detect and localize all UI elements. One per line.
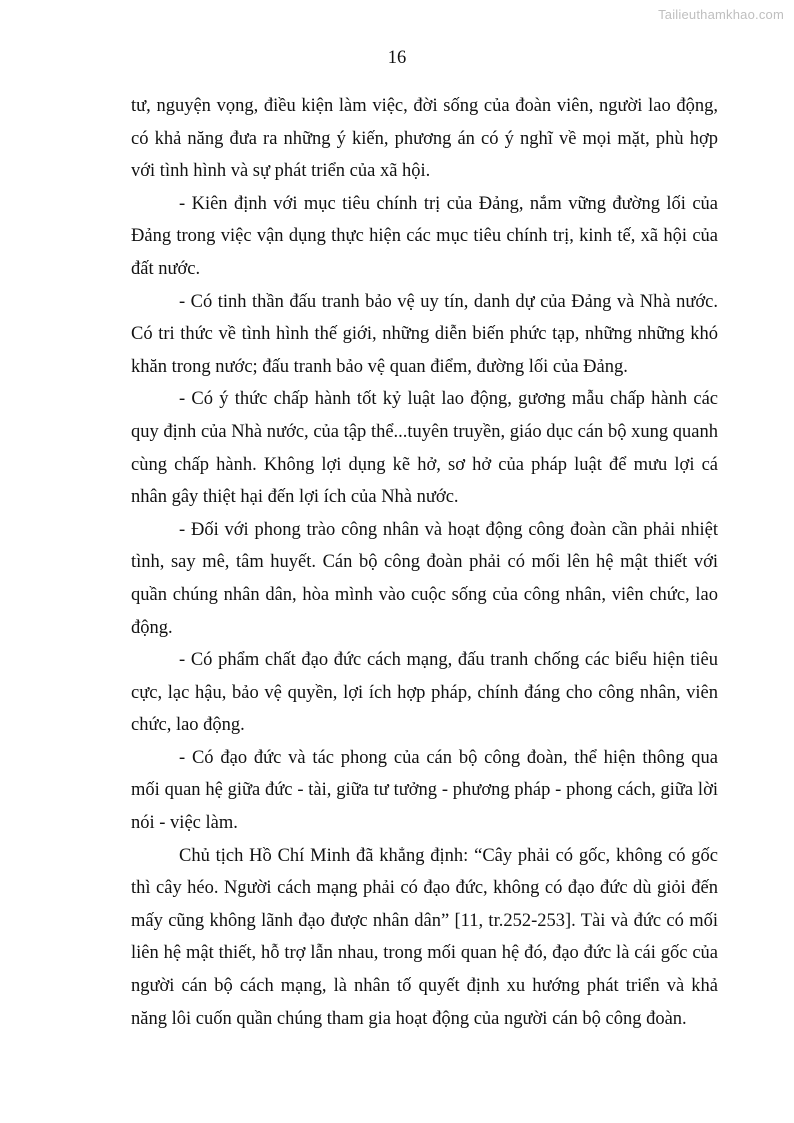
paragraph-revolutionary-ethics: - Có phẩm chất đạo đức cách mạng, đấu tranh chống các biểu hiện tiêu cực, lạc hậu, bảo vệ quyền, lợi ích hợp pháp, chính đáng cho công nhân, viên chức, lao động. [131,650,718,736]
paragraph-continuation: tư, nguyện vọng, điều kiện làm việc, đời sống của đoàn viên, người lao động, có khả năng đưa ra những ý kiến, phương án có ý nghĩ về mọi mặt, phù hợp với tình hình và sự phát triển của xã hội. [131,96,718,182]
page-number: 16 [387,48,407,68]
paragraph-ho-chi-minh-quote: Chủ tịch Hồ Chí Minh đã khẳng định: “Cây phải có gốc, không có gốc thì cây héo. Người cách mạng phải có đạo đức, không có đạo đức dù giỏi đến mấy cũng không lãnh đạo được nhân dân” [11, tr.252-253]. Tài và đức có mối liên hệ mật thiết, hỗ trợ lẫn nhau, trong mối quan hệ đó, đạo đức là cái gốc của người cán bộ cách mạng, là nhân tố quyết định xu hướng phát triển và khả năng lôi cuốn quần chúng tham gia hoạt động của người cán bộ công đoàn. [131,845,718,1029]
watermark-text: Tailieuthamkhao.com [658,7,784,22]
document-body [131,90,718,1035]
paragraph-workers-movement: - Đối với phong trào công nhân và hoạt động công đoàn cần phải nhiệt tình, say mê, tâm huyết. Cán bộ công đoàn phải có mối lên hệ mật thiết với quần chúng nhân dân, hòa mình vào cuộc sống của công nhân, viên chức, lao động. [131,519,718,638]
paragraph-discipline: - Có ý thức chấp hành tốt kỷ luật lao động, gương mẫu chấp hành các quy định của Nhà nước, của tập thể...tuyên truyền, giáo dục cán bộ xung quanh cùng chấp hành. Không lợi dụng kẽ hở, sơ hở của pháp luật để mưu lợi cá nhân gây thiệt hại đến lợi ích của Nhà nước. [131,389,718,508]
paragraph-cadre-manner: - Có đạo đức và tác phong của cán bộ công đoàn, thể hiện thông qua mối quan hệ giữa đức - tài, giữa tư tưởng - phương pháp - phong cách, giữa lời nói - việc làm. [131,747,718,834]
paragraph-struggle-spirit: - Có tinh thần đấu tranh bảo vệ uy tín, danh dự của Đảng và Nhà nước. Có tri thức về tình hình thế giới, những diễn biến phức tạp, những những khó khăn trong nước; đấu tranh bảo vệ quan điểm, đường lối của Đảng. [131,291,718,377]
paragraph-political-goals: - Kiên định với mục tiêu chính trị của Đảng, nắm vững đường lối của Đảng trong việc vận dụng thực hiện các mục tiêu chính trị, kinh tế, xã hội của đất nước. [131,193,718,279]
